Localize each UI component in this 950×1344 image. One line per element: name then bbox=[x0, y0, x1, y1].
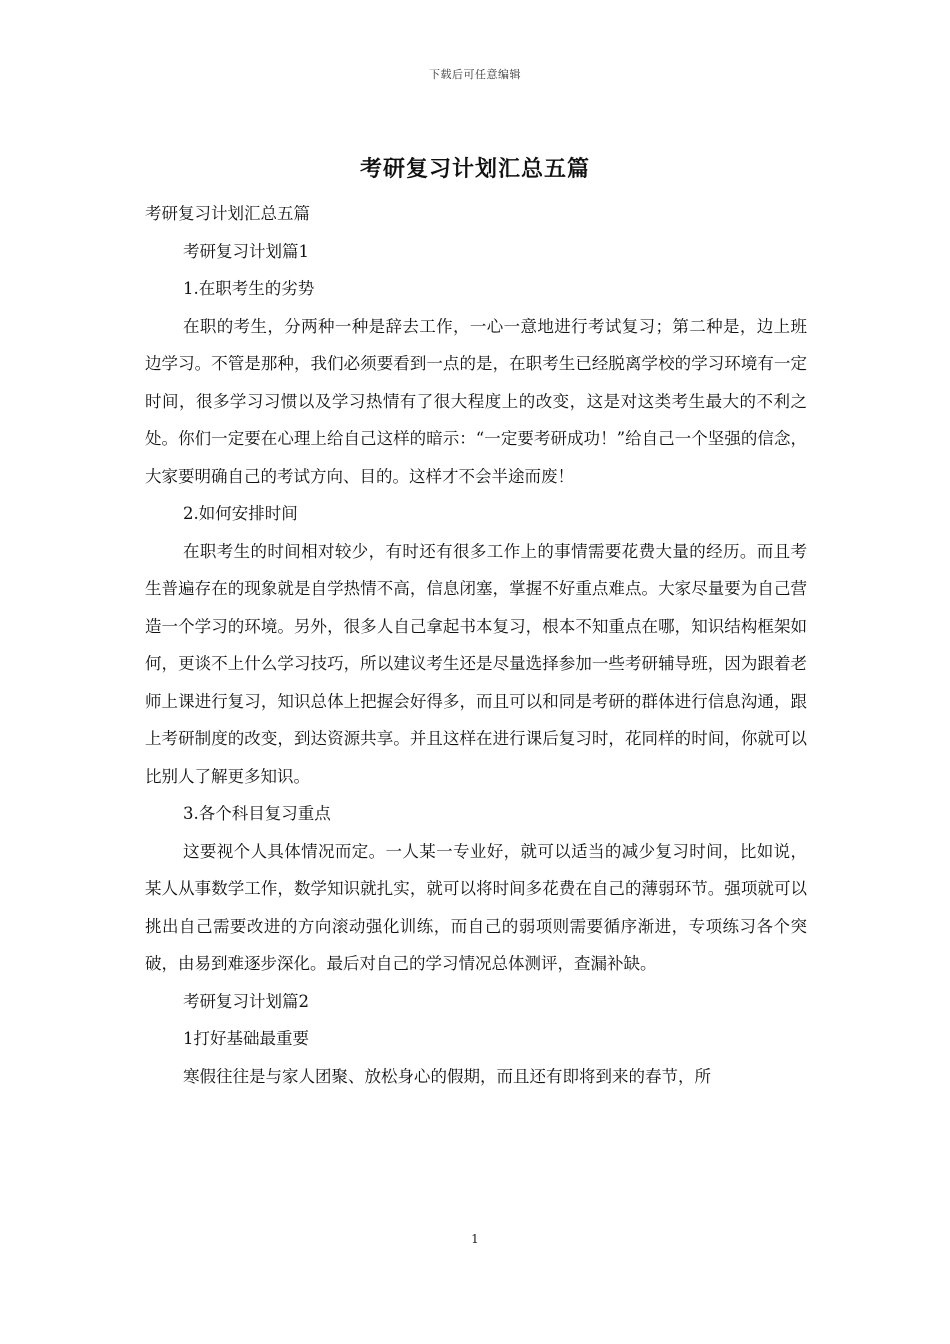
paragraph: 1打好基础最重要 bbox=[183, 1029, 309, 1048]
paragraph: 在职的考生，分两种一种是辞去工作，一心一意地进行考试复习；第二种是，边上班边学习。不管是那种，我们必须要看到一点的是，在职考生已经脱离学校的学习环境有一定时间，很多学习习惯以及学习热情有了很大程度上的改变，这是对这类考生最大的不利之处。你们一定要在心理上给自己这样的暗示：“一定要考研成功！”给自己一个坚强的信念，大家要明确自己的考试方向、目的。这样才不会半途而废！ bbox=[145, 316, 807, 486]
paragraph: 1.在职考生的劣势 bbox=[183, 279, 315, 298]
paragraph: 2.如何安排时间 bbox=[183, 504, 298, 523]
paragraph: 考研复习计划篇1 bbox=[183, 241, 309, 261]
paragraph: 寒假往往是与家人团聚、放松身心的假期，而且还有即将到来的春节，所 bbox=[183, 1066, 711, 1086]
paragraph: 3.各个科目复习重点 bbox=[183, 804, 331, 823]
paragraph: 考研复习计划汇总五篇 bbox=[145, 204, 310, 223]
page-header-note: 下载后可任意编辑 bbox=[429, 68, 521, 81]
paragraph: 考研复习计划篇2 bbox=[183, 991, 309, 1011]
page-number: 1 bbox=[471, 1232, 479, 1246]
paragraph: 在职考生的时间相对较少，有时还有很多工作上的事情需要花费大量的经历。而且考生普遍存在的现象就是自学热情不高，信息闭塞，掌握不好重点难点。大家尽量要为自己营造一个学习的环境。另外，很多人自己拿起书本复习，根本不知重点在哪，知识结构框架如何，更谈不上什么学习技巧，所以建议考生还是尽量选择参加一些考研辅导班，因为跟着老师上课进行复习，知识总体上把握会好得多，而且可以和同是考研的群体进行信息沟通，跟上考研制度的改变，到达资源共享。并且这样在进行课后复习时，花同样的时间，你就可以比别人了解更多知识。 bbox=[145, 541, 807, 786]
document-title: 考研复习计划汇总五篇 bbox=[359, 156, 590, 182]
paragraph: 这要视个人具体情况而定。一人某一专业好，就可以适当的减少复习时间，比如说，某人从事数学工作，数学知识就扎实，就可以将时间多花费在自己的薄弱环节。强项就可以挑出自己需要改进的方向滚动强化训练，而自己的弱项则需要循序渐进，专项练习各个突破，由易到难逐步深化。最后对自己的学习情况总体测评，查漏补缺。 bbox=[145, 841, 807, 973]
document-body bbox=[145, 195, 807, 1095]
